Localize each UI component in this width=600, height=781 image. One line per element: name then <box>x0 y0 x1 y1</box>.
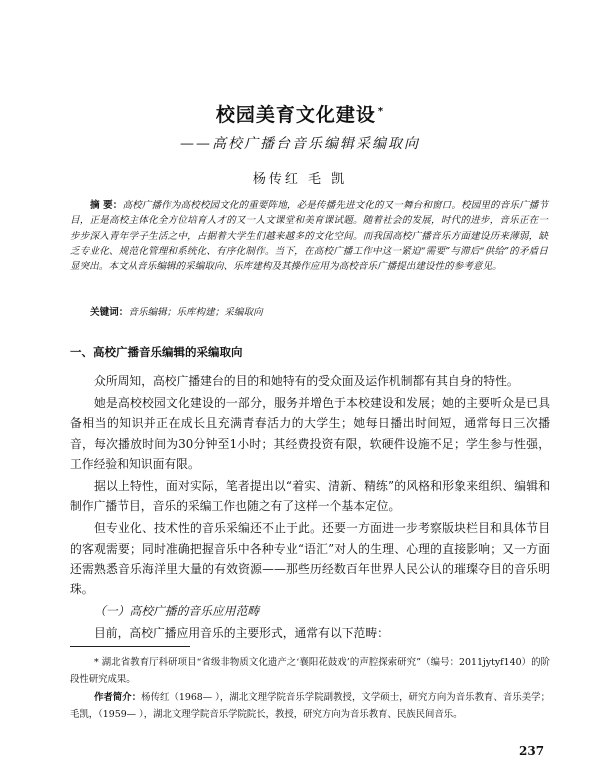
body-text <box>70 371 550 646</box>
abstract-label: 摘 要： <box>90 200 123 211</box>
abstract-text: 高校广播作为高校校园文化的重要阵地，必是传播先进文化的又一舞台和窗口。校园里的音乐广播节目，正是高校主体化全方位培育人才的又一人文课堂和美育课试题。随着社会的发展，时代的进步，音乐正在一步步深入青年学子生活之中，占据着大学生们越来越多的文化空间。而我国高校广播音乐方面建设历来薄弱，缺乏专业化、规范化管理和系统化、有序化制作。当下，在高校广播工作中这一紧迫“需要”与滞后“供给”的矛盾日显突出。本文从音乐编辑的采编取向、乐库建构及其操作应用为高校音乐广播提出建设性的参考意见。 <box>70 200 549 273</box>
title-text: 校园美育文化建设 <box>215 104 376 126</box>
article-title <box>0 100 600 127</box>
abstract <box>70 198 548 274</box>
author-note <box>70 689 550 724</box>
footnotes <box>70 654 550 724</box>
paragraph: 目前，高校广播应用音乐的主要形式，通常有以下范畴： <box>94 626 389 641</box>
keywords-text: 音乐编辑；乐库构建；采编取向 <box>128 307 263 318</box>
article-authors: 杨传红 毛 凯 <box>252 172 348 187</box>
paragraph: 但专业化、技术性的音乐采编还不止于此。还要一方面进一步考察版块栏目和具体节目的客观需要；同时准确把握音乐中各种专业“语汇”对人的生理、心理的直接影响；又一方面还需熟悉音乐海洋里大量的有效资源——那些历经数百年世界人民公认的璀璨夺目的音乐明珠。 <box>70 521 550 597</box>
section-heading: 一、高校广播音乐编辑的采编取向 <box>70 345 243 359</box>
paragraph: 她是高校校园文化建设的一部分，服务并增色于本校建设和发展；她的主要听众是已具备相当的知识并正在成长且充满青春活力的大学生；她每日播出时间短，通常每日三次播音，每次播放时间为30分钟至1小时；其经费投资有限，软硬件设施不足；学生参与性强，工作经验和知识面有限。 <box>70 396 550 471</box>
author-note-text: 杨传红（1968— ），湖北文理学院音乐学院副教授，文学硕士，研究方向为音乐教育、音乐美学；毛凯，（1959— ），湖北文理学院音乐学院院长，教授，研究方向为音乐教育、民族民间音乐。 <box>70 691 550 721</box>
paragraph: 据以上特性，面对实际，笔者提出以“着实、清新、精练”的风格和形象来组织、编辑和制作广播节目，音乐的采编工作也随之有了这样一个基本定位。 <box>70 479 550 514</box>
title-footnote-mark: * <box>377 105 385 117</box>
keywords <box>90 304 548 318</box>
funding-footnote: * 湖北省教育厅科研项目“省级非物质文化遗产之‘襄阳花鼓戏’的声腔探索研究”（编号：2011jytyf140）的阶段性研究成果。 <box>70 657 550 686</box>
footnote-divider <box>70 646 190 647</box>
author-note-label: 作者简介： <box>94 691 142 703</box>
subsection-heading: （一）高校广播的音乐应用范畴 <box>94 604 260 619</box>
keywords-label: 关键词： <box>90 307 129 318</box>
paragraph: 众所周知，高校广播建台的目的和她特有的受众面及运作机制都有其自身的特性。 <box>94 374 519 388</box>
page-number: 237 <box>519 744 545 758</box>
article-subtitle: ——高校广播台音乐编辑采编取向 <box>180 136 420 152</box>
